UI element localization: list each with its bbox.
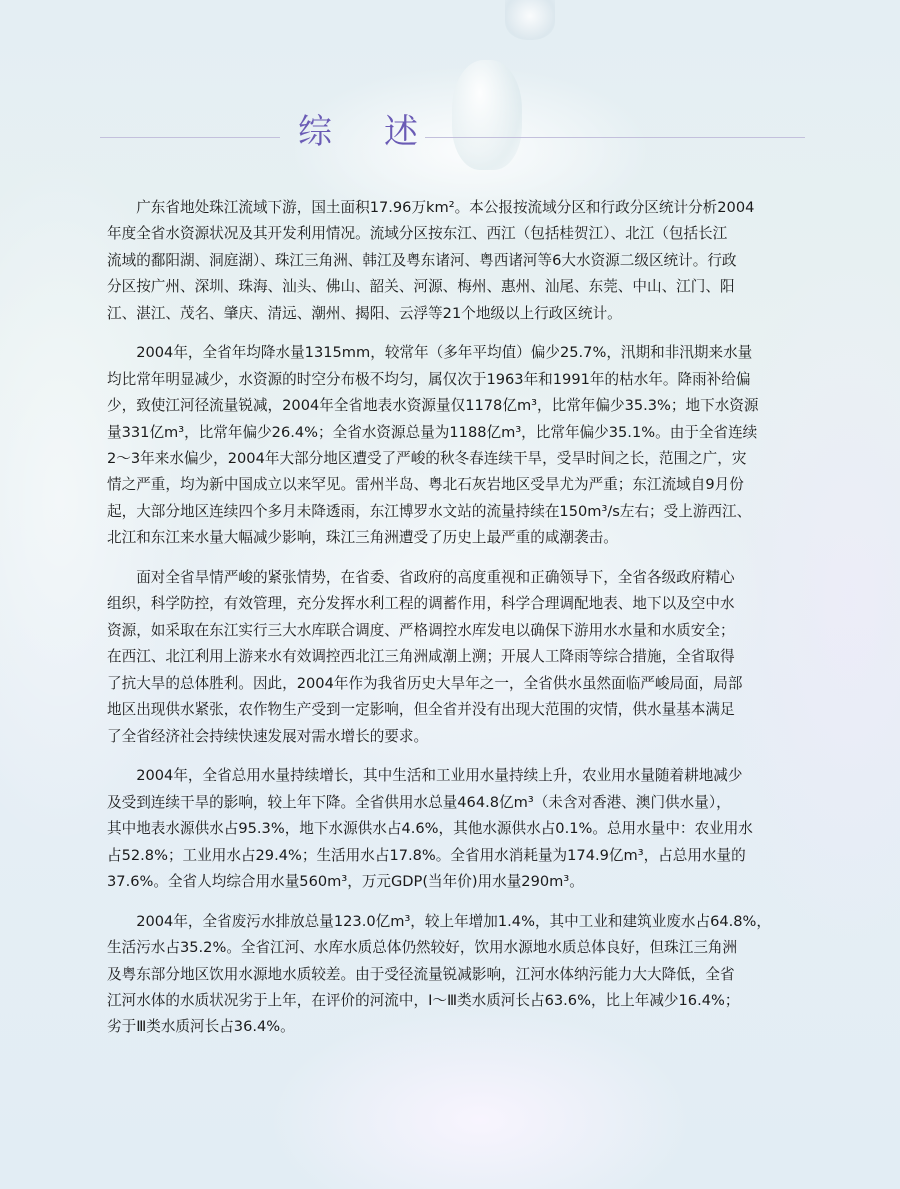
text-line: 2～3年来水偏少，2004年大部分地区遭受了严峻的秋冬春连续干旱，受旱时间之长，范围之广，灾 (107, 450, 747, 468)
text-line: 劣于Ⅲ类水质河长占36.4%。 (107, 1018, 295, 1036)
page-header (100, 104, 805, 156)
paragraph-drought-response (107, 565, 807, 750)
text-line: 面对全省旱情严峻的紧张情势，在省委、省政府的高度重视和正确领导下，全省各级政府精心 (107, 569, 735, 587)
text-line: 组织，科学防控，有效管理，充分发挥水利工程的调蓄作用，科学合理调配地表、地下以及空中水 (107, 595, 735, 613)
text-line: 资源，如采取在东江实行三大水库联合调度、严格调控水库发电以确保下游用水水量和水质安全； (107, 621, 735, 639)
text-line: 了抗大旱的总体胜利。因此，2004年作为我省历史大旱年之一，全省供水虽然面临严峻局面，局部 (107, 674, 743, 692)
text-line: 起，大部分地区连续四个多月未降透雨，东江博罗水文站的流量持续在150m³/s左右；受上游西江、 (107, 502, 752, 520)
page-title (298, 104, 418, 153)
text-line: 少，致使江河径流量锐减，2004年全省地表水资源量仅1178亿m³，比常年偏少35.3%；地下水资源 (107, 397, 759, 415)
text-line: 情之严重，均为新中国成立以来罕见。雷州半岛、粤北石灰岩地区受旱尤为严重；东江流域自9月份 (107, 476, 744, 494)
paragraph-overview (107, 195, 807, 327)
paragraph-water-use (107, 763, 807, 895)
title-divider-left (100, 137, 280, 138)
water-drop-decoration (505, 0, 555, 40)
text-line: 年度全省水资源状况及其开发利用情况。流域分区按东江、西江（包括桂贺江）、北江（包括长江 (107, 225, 728, 243)
text-line: 广东省地处珠江流域下游，国土面积17.96万km²。本公报按流域分区和行政分区统计分析2004 (107, 199, 755, 216)
paragraph-precipitation (107, 340, 807, 551)
title-divider-right (425, 137, 805, 138)
text-line: 江河水体的水质状况劣于上年，在评价的河流中，Ⅰ～Ⅲ类水质河长占63.6%，比上年减少16.4%； (107, 991, 740, 1009)
title-char: 综 (298, 112, 332, 152)
text-line: 了全省经济社会持续快速发展对需水增长的要求。 (107, 727, 429, 745)
text-line: 生活污水占35.2%。全省江河、水库水质总体仍然较好，饮用水源地水质总体良好，但珠江三角洲 (107, 939, 738, 957)
text-line: 在西江、北江利用上游来水有效调控西北江三角洲咸潮上溯；开展人工降雨等综合措施，全省取得 (107, 648, 735, 666)
text-line: 江、湛江、茂名、肇庆、清远、潮州、揭阳、云浮等21个地级以上行政区统计。 (107, 304, 622, 322)
text-line: 分区按广州、深圳、珠海、汕头、佛山、韶关、河源、梅州、惠州、汕尾、东莞、中山、江门、阳 (107, 278, 735, 296)
text-line: 2004年，全省废污水排放总量123.0亿m³，较上年增加1.4%，其中工业和建筑业废水占64.8%， (107, 912, 772, 930)
paragraph-water-quality (107, 909, 807, 1041)
text-line: 占52.8%；工业用水占29.4%；生活用水占17.8%。全省用水消耗量为174.9亿m³，占总用水量的 (107, 846, 746, 864)
text-line: 地区出现供水紧张，农作物生产受到一定影响，但全省并没有出现大范围的灾情，供水量基本满足 (107, 701, 735, 719)
text-line: 及受到连续干旱的影响，较上年下降。全省供用水总量464.8亿m³（未含对香港、澳门供水量）， (107, 793, 731, 811)
text-line: 其中地表水源供水占95.3%，地下水源供水占4.6%，其他水源供水占0.1%。总用水量中：农业用水 (107, 820, 753, 838)
title-char: 述 (384, 112, 418, 152)
text-line: 北江和东江来水量大幅减少影响，珠江三角洲遭受了历史上最严重的咸潮袭击。 (107, 529, 618, 547)
summary-body (107, 195, 807, 1041)
text-line: 2004年，全省总用水量持续增长，其中生活和工业用水量持续上升，农业用水量随着耕地减少 (107, 767, 743, 785)
text-line: 均比常年明显减少，水资源的时空分布极不均匀，属仅次于1963年和1991年的枯水年。降雨补给偏 (107, 370, 751, 388)
text-line: 及粤东部分地区饮用水源地水质较差。由于受径流量锐减影响，江河水体纳污能力大大降低，全省 (107, 965, 735, 983)
text-line: 2004年，全省年均降水量1315mm，较常年（多年平均值）偏少25.7%，汛期和非汛期来水量 (107, 344, 753, 362)
text-line: 量331亿m³，比常年偏少26.4%；全省水资源总量为1188亿m³，比常年偏少35.1%。由于全省连续 (107, 423, 758, 441)
text-line: 流域的鄱阳湖、洞庭湖）、珠江三角洲、韩江及粤东诸河、粤西诸河等6大水资源二级区统计。行政 (107, 251, 737, 269)
text-line: 37.6%。全省人均综合用水量560m³，万元GDP(当年价)用水量290m³。 (107, 872, 584, 890)
